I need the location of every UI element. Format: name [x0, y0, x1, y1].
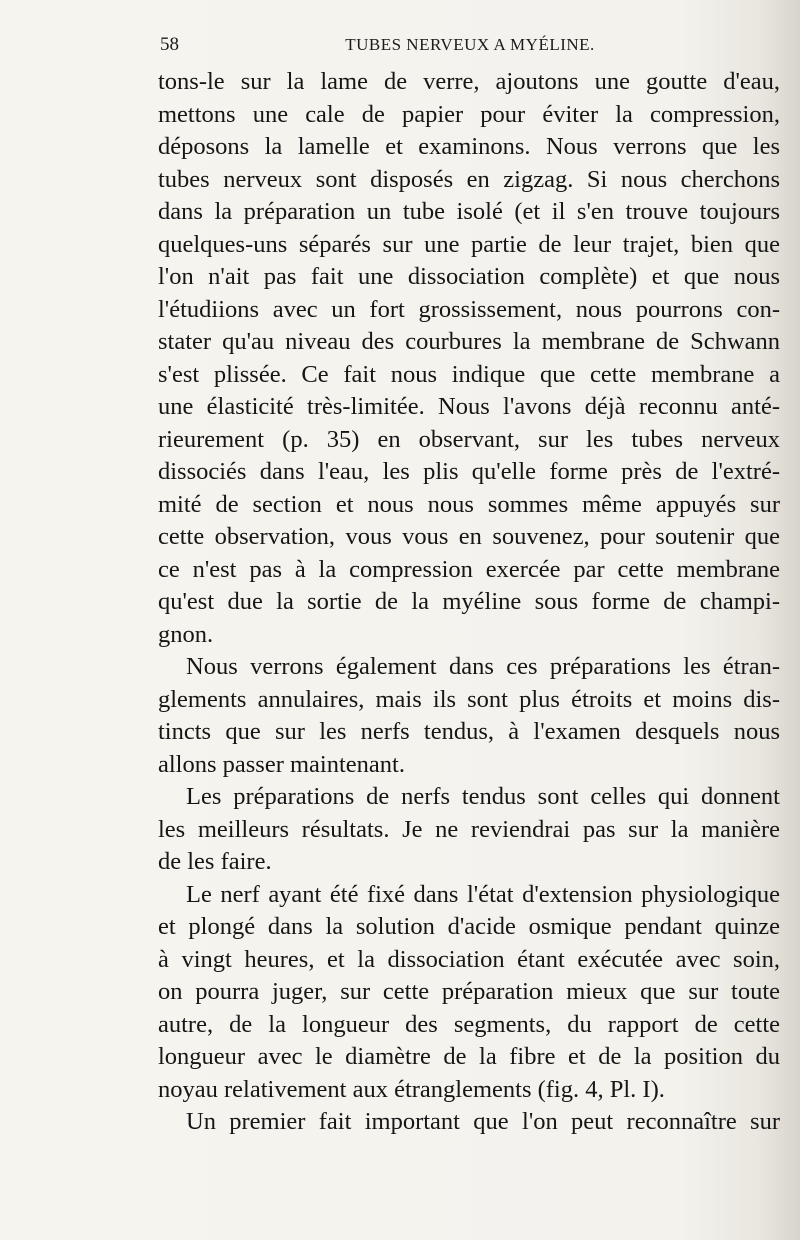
text-line: autre, de la longueur des segments, du rapport de cette	[158, 1010, 780, 1038]
text-line: les meilleurs résultats. Je ne reviendrai pas sur la manière	[158, 815, 780, 843]
text-line: qu'est due la sortie de la myéline sous forme de champi-	[158, 588, 780, 615]
text-line: tons-le sur la lame de verre, ajoutons une goutte d'eau,	[158, 68, 780, 95]
paragraph-first-line: Le nerf ayant été fixé dans l'état d'extension physiologique	[186, 880, 780, 908]
running-title: TUBES NERVEUX A MYÉLINE.	[345, 35, 595, 54]
text-line: longueur avec le diamètre de la fibre et de la position du	[158, 1043, 780, 1070]
paragraph-first-line: Nous verrons également dans ces préparations les étran-	[186, 653, 780, 680]
text-line: de les faire.	[158, 848, 272, 875]
text-line: mité de section et nous nous sommes même appuyés sur	[158, 490, 780, 518]
text-line: à vingt heures, et la dissociation étant exécutée avec soin,	[158, 945, 780, 973]
text-line: l'étudiions avec un fort grossissement, nous pourrons con-	[158, 295, 780, 323]
page-number: 58	[160, 34, 179, 55]
text-line: dissociés dans l'eau, les plis qu'elle forme près de l'extré-	[158, 458, 780, 485]
text-line: quelques-uns séparés sur une partie de leur trajet, bien que	[158, 230, 780, 258]
text-line: dans la préparation un tube isolé (et il s'en trouve toujours	[158, 198, 780, 225]
body-text	[158, 66, 780, 1139]
text-line: ce n'est pas à la compression exercée par cette membrane	[158, 555, 780, 583]
text-line: s'est plissée. Ce fait nous indique que cette membrane a	[158, 360, 780, 388]
text-line: on pourra juger, sur cette préparation mieux que sur toute	[158, 978, 780, 1005]
text-line: glements annulaires, mais ils sont plus étroits et moins dis-	[158, 685, 780, 713]
page-header	[160, 30, 780, 60]
text-line: allons passer maintenant.	[158, 750, 405, 778]
paragraph-first-line: Les préparations de nerfs tendus sont celles qui donnent	[186, 783, 780, 810]
text-line: une élasticité très-limitée. Nous l'avons déjà reconnu anté-	[158, 393, 780, 420]
text-line: l'on n'ait pas fait une dissociation complète) et que nous	[158, 263, 780, 290]
text-line: rieurement (p. 35) en observant, sur les tubes nerveux	[158, 425, 780, 453]
paragraph-first-line: Un premier fait important que l'on peut reconnaître sur	[186, 1108, 780, 1135]
text-line: mettons une cale de papier pour éviter la compression,	[158, 100, 780, 128]
text-line: tincts que sur les nerfs tendus, à l'examen desquels nous	[158, 718, 780, 745]
text-line: et plongé dans la solution d'acide osmique pendant quinze	[158, 913, 780, 940]
text-line: gnon.	[158, 620, 214, 648]
text-line: déposons la lamelle et examinons. Nous verrons que les	[158, 133, 780, 160]
text-line: cette observation, vous vous en souvenez, pour soutenir que	[158, 523, 780, 550]
text-line: stater qu'au niveau des courbures la membrane de Schwann	[158, 328, 780, 355]
text-line: noyau relativement aux étranglements (fig. 4, Pl. I).	[158, 1075, 665, 1103]
text-line: tubes nerveux sont disposés en zigzag. Si nous cherchons	[158, 165, 780, 193]
